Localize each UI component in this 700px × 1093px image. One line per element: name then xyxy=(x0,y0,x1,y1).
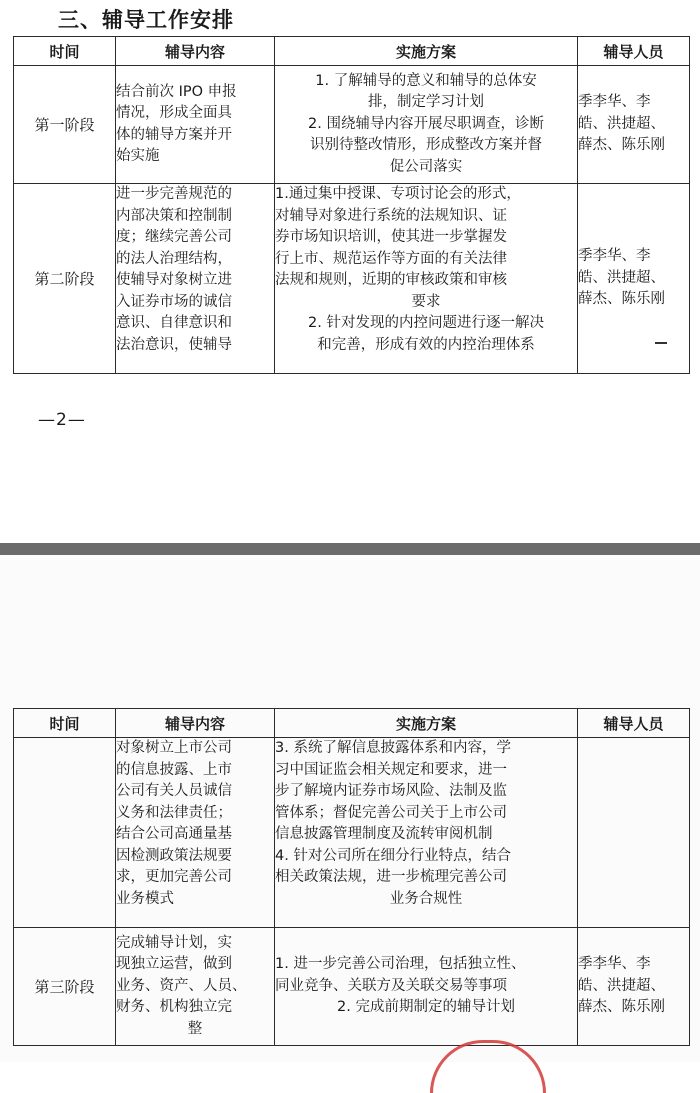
staff-line: 薛杰、陈乐刚 xyxy=(578,999,665,1016)
content-line: 财务、机构独立完 xyxy=(116,999,232,1016)
content-line: 业务、资产、人员、 xyxy=(116,977,247,994)
header-plan: 实施方案 xyxy=(275,709,578,738)
plan-line: 2. 完成前期制定的辅导计划 xyxy=(337,999,515,1016)
content-line: 的信息披露、上市 xyxy=(116,761,232,778)
header-time: 时间 xyxy=(14,37,116,66)
header-content: 辅导内容 xyxy=(116,37,275,66)
content-line: 意识、自律意识和 xyxy=(116,315,232,331)
content-line: 对象树立上市公司 xyxy=(116,740,232,756)
plan-line: 要求 xyxy=(411,293,441,310)
stage-cell: 第二阶段 xyxy=(14,184,116,374)
content-line: 法治意识，使辅导 xyxy=(116,336,232,353)
staff-line: 季李华、李 xyxy=(578,956,651,973)
table-header-row xyxy=(14,709,690,738)
plan-line: 法规和规则，近期的审核政策和审核 xyxy=(275,272,507,288)
content-line: 体的辅导方案并开 xyxy=(116,126,232,143)
stage-cell xyxy=(14,738,116,928)
staff-cell xyxy=(578,928,690,1046)
staff-line: 薛杰、陈乐刚 xyxy=(578,137,665,154)
header-time: 时间 xyxy=(14,709,116,738)
staff-line: 季李华、李 xyxy=(578,94,651,111)
plan-line: 促公司落实 xyxy=(389,158,463,175)
plan-line: 相关政策法规，进一步梳理完善公司 xyxy=(275,869,507,885)
content-line: 使辅导对象树立进 xyxy=(116,272,232,288)
plan-line: 1. 了解辅导的意义和辅导的总体安 xyxy=(315,72,537,89)
header-content: 辅导内容 xyxy=(116,709,275,738)
stage-cell: 第一阶段 xyxy=(14,66,116,184)
content-line: 现独立运营，做到 xyxy=(116,956,232,973)
content-line: 始实施 xyxy=(116,148,160,164)
plan-line: 管体系；督促完善公司关于上市公司 xyxy=(275,804,507,821)
plan-line: 信息披露管理制度及流转审阅机制 xyxy=(275,826,493,842)
staff-line: 薛杰、陈乐刚 xyxy=(578,291,665,308)
tutoring-schedule-table-page-1 xyxy=(13,36,690,374)
content-line: 完成辅导计划，实 xyxy=(116,934,232,951)
section-heading: 三、辅导工作安排 xyxy=(58,8,234,32)
staff-line: 皓、洪捷超、 xyxy=(578,115,665,132)
table-row-stage-3 xyxy=(14,928,690,1046)
content-line: 内部决策和控制制 xyxy=(116,207,232,224)
page-number: —2— xyxy=(38,410,86,430)
table-header-row xyxy=(14,37,690,66)
document-page-2 xyxy=(0,555,700,1062)
plan-line: 步了解境内证券市场风险、法制及监 xyxy=(275,783,507,799)
plan-cell xyxy=(275,738,578,928)
content-line: 情况，形成全面具 xyxy=(116,105,232,121)
plan-line: 行上市、规范运作等方面的有关法律 xyxy=(275,250,507,267)
stray-mark xyxy=(655,342,667,344)
plan-line: 1. 进一步完善公司治理，包括独立性、 xyxy=(275,956,526,973)
content-line: 业务模式 xyxy=(116,890,174,907)
plan-line: 2. 针对发现的内控问题进行逐一解决 xyxy=(308,315,544,331)
stage-cell: 第三阶段 xyxy=(14,928,116,1046)
content-line: 度；继续完善公司 xyxy=(116,229,232,245)
staff-line: 皓、洪捷超、 xyxy=(578,977,665,994)
staff-cell-empty xyxy=(578,738,690,928)
table-row-stage-2 xyxy=(14,184,690,374)
plan-line: 2. 围绕辅导内容开展尽职调查，诊断 xyxy=(308,115,544,132)
plan-line: 排，制定学习计划 xyxy=(368,94,484,111)
content-line: 公司有关人员诚信 xyxy=(116,783,232,799)
table-row-continued xyxy=(14,738,690,928)
content-line: 因检测政策法规要 xyxy=(116,847,232,864)
plan-cell xyxy=(275,184,578,374)
header-staff: 辅导人员 xyxy=(578,709,690,738)
header-plan: 实施方案 xyxy=(275,37,578,66)
header-staff: 辅导人员 xyxy=(578,37,690,66)
plan-line: 和完善，形成有效的内控治理体系 xyxy=(317,336,535,353)
staff-cell xyxy=(578,66,690,184)
tutoring-schedule-table-page-2 xyxy=(13,708,690,1046)
staff-line: 季李华、李 xyxy=(578,248,651,265)
plan-line: 1.通过集中授课、专项讨论会的形式， xyxy=(275,186,521,202)
plan-line: 同业竞争、关联方及关联交易等事项 xyxy=(275,977,507,994)
page-separator xyxy=(0,543,700,555)
content-cell xyxy=(116,66,275,184)
content-line: 求，更加完善公司 xyxy=(116,869,232,885)
content-line: 整 xyxy=(187,1020,203,1037)
plan-line: 习中国证监会相关规定和要求，进一 xyxy=(275,761,507,778)
plan-cell xyxy=(275,66,578,184)
plan-line: 识别待整改情形，形成整改方案并督 xyxy=(310,137,542,154)
table-row-stage-1 xyxy=(14,66,690,184)
document-page-1 xyxy=(0,0,700,543)
content-line: 义务和法律责任； xyxy=(116,804,232,821)
staff-cell xyxy=(578,184,690,374)
plan-cell xyxy=(275,928,578,1046)
plan-line: 券市场知识培训，使其进一步掌握发 xyxy=(275,229,507,245)
plan-line: 4. 针对公司所在细分行业特点，结合 xyxy=(275,847,511,864)
staff-line: 皓、洪捷超、 xyxy=(578,269,665,286)
content-line: 入证券市场的诚信 xyxy=(116,293,232,310)
content-cell xyxy=(116,738,275,928)
plan-line: 3. 系统了解信息披露体系和内容，学 xyxy=(275,740,511,756)
content-line: 的法人治理结构， xyxy=(116,250,232,267)
plan-line: 对辅导对象进行系统的法规知识、证 xyxy=(275,207,507,224)
content-line: 结合前次 IPO 申报 xyxy=(116,83,237,100)
plan-line: 业务合规性 xyxy=(389,890,463,907)
content-line: 进一步完善规范的 xyxy=(116,186,232,202)
content-cell xyxy=(116,184,275,374)
content-cell xyxy=(116,928,275,1046)
content-line: 结合公司高通量基 xyxy=(116,826,232,842)
